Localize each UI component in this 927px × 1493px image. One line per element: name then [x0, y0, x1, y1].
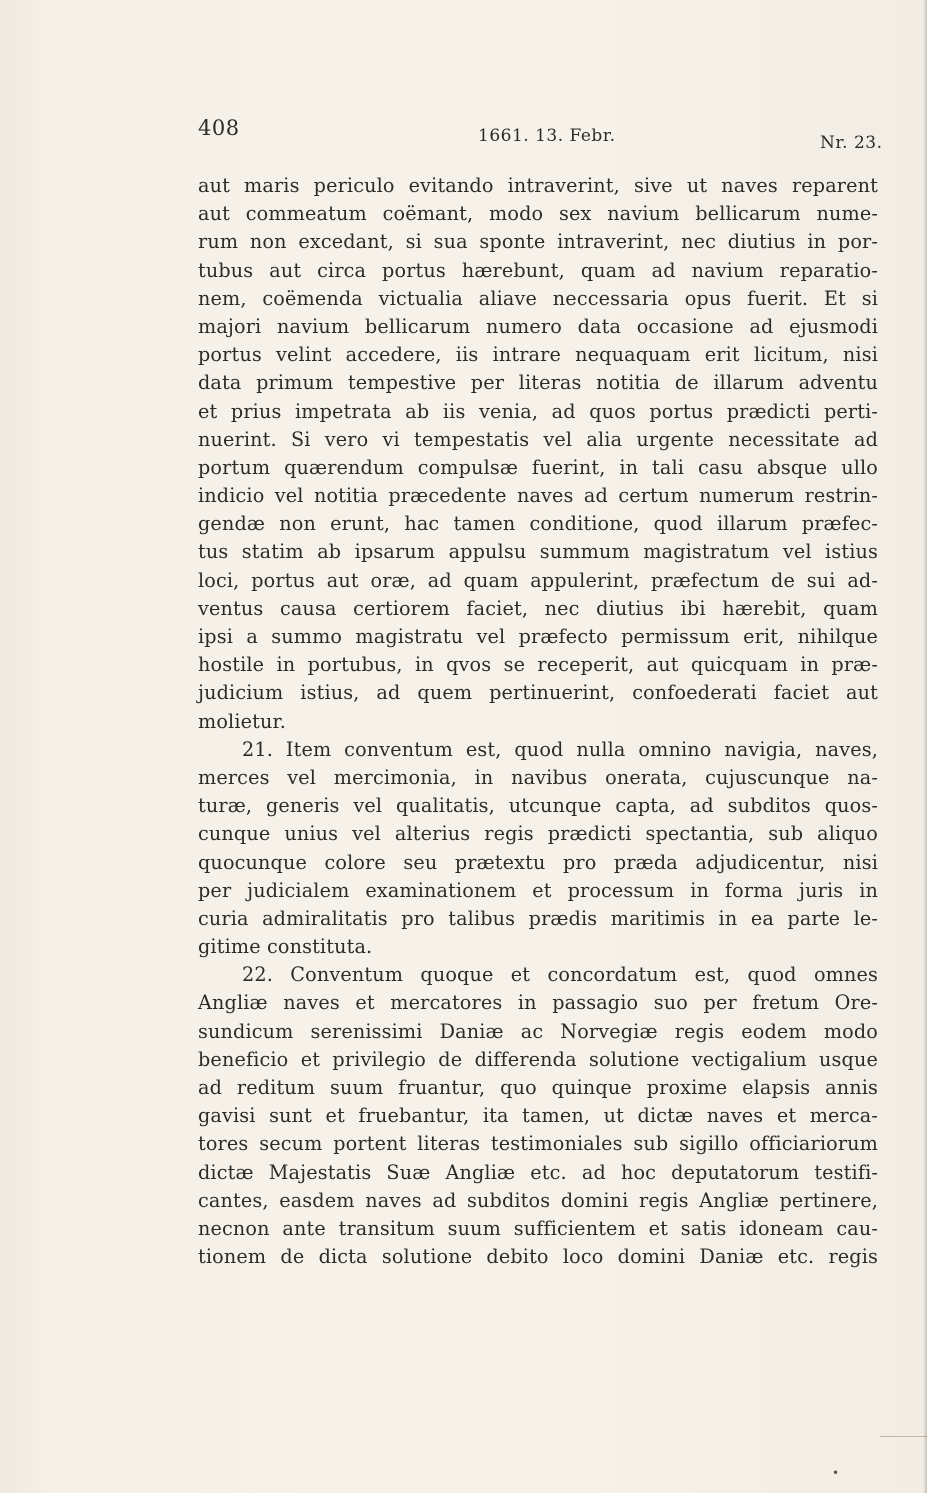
paragraph-end-line: gitime constituta.: [198, 935, 373, 959]
page-edge-shadow: [923, 0, 927, 1493]
text-line: per judicialem examinationem et processum in forma juris in: [198, 878, 878, 902]
text-line: hostile in portubus, in qvos se receperit, aut quicquam in præ-: [198, 653, 878, 677]
running-title: 1661. 13. Febr.: [478, 126, 616, 146]
text-line: ventus causa certiorem faciet, nec diutius ibi hærebit, quam: [198, 596, 878, 620]
paragraph-21-start: 21. Item conventum est, quod nulla omnino navigia, naves,: [242, 737, 878, 761]
text-line: nem, coëmenda victualia aliave neccessaria opus fuerit. Et si: [198, 286, 878, 310]
text-line: rum non excedant, si sua sponte intraverint, nec diutius in por-: [198, 230, 878, 254]
text-line: tus statim ab ipsarum appulsu summum magistratum vel istius: [198, 540, 878, 564]
text-line: beneficio et privilegio de differenda solutione vectigalium usque: [198, 1047, 878, 1071]
text-line: aut commeatum coëmant, modo sex navium bellicarum nume-: [198, 202, 878, 226]
text-line: nuerint. Si vero vi tempestatis vel alia urgente necessitate ad: [198, 427, 878, 451]
text-line: sundicum serenissimi Daniæ ac Norvegiæ regis eodem modo: [198, 1019, 878, 1043]
text-line: turæ, generis vel qualitatis, utcunque capta, ad subditos quos-: [198, 794, 878, 818]
text-line: Angliæ naves et mercatores in passagio suo per fretum Ore-: [198, 991, 878, 1015]
text-line: cunque unius vel alterius regis prædicti spectantia, sub aliquo: [198, 822, 878, 846]
text-line: judicium istius, ad quem pertinuerint, confoederati faciet aut: [198, 681, 878, 705]
text-line: indicio vel notitia præcedente naves ad certum numerum restrin-: [198, 484, 878, 508]
text-line: gendæ non erunt, hac tamen conditione, quod illarum præfec-: [198, 512, 878, 536]
text-line: tionem de dicta solutione debito loco domini Daniæ etc. regis: [198, 1245, 878, 1269]
text-line: loci, portus aut oræ, ad quam appulerint, præfectum de sui ad-: [198, 568, 878, 592]
text-line: ad reditum suum fruantur, quo quinque proxime elapsis annis: [198, 1076, 878, 1099]
document-number: Nr. 23.: [820, 133, 883, 153]
text-line: merces vel mercimonia, in navibus onerata, cujuscunque na-: [198, 765, 878, 789]
text-line: ipsi a summo magistratu vel præfecto permissum erit, nihilque: [198, 625, 878, 648]
page-header: [0, 0, 927, 160]
text-line: aut maris periculo evitando intraverint, sive ut naves reparent: [198, 174, 878, 197]
text-line: tubus aut circa portus hærebunt, quam ad navium reparatio-: [198, 258, 878, 282]
text-line: gavisi sunt et fruebantur, ita tamen, ut dictæ naves et merca-: [198, 1104, 878, 1128]
text-line: majori navium bellicarum numero data occasione ad ejusmodi: [198, 314, 878, 338]
paragraph-22-start: 22. Conventum quoque et concordatum est, quod omnes: [242, 963, 878, 987]
text-line: cantes, easdem naves ad subditos domini regis Angliæ pertinere,: [198, 1188, 878, 1212]
text-line: data primum tempestive per literas notitia de illarum adventu: [198, 371, 878, 395]
margin-rule: [880, 1436, 927, 1437]
body-text: [198, 172, 878, 1271]
text-line: portus velint accedere, iis intrare nequaquam erit licitum, nisi: [198, 343, 878, 367]
text-line: dictæ Majestatis Suæ Angliæ etc. ad hoc deputatorum testifi-: [198, 1160, 878, 1184]
text-line: curia admiralitatis pro talibus prædis maritimis in ea parte le-: [198, 906, 878, 930]
paragraph-end-line: molietur.: [198, 709, 286, 733]
text-line: tores secum portent literas testimoniales sub sigillo officiariorum: [198, 1132, 878, 1156]
text-line: necnon ante transitum suum sufficientem et satis idoneam cau-: [198, 1216, 878, 1240]
corner-mark: •: [832, 1466, 840, 1480]
text-line: et prius impetrata ab iis venia, ad quos portus prædicti perti-: [198, 399, 878, 423]
text-line: quocunque colore seu prætextu pro præda adjudicentur, nisi: [198, 850, 878, 874]
page-number: 408: [198, 116, 240, 140]
text-line: portum quærendum compulsæ fuerint, in tali casu absque ullo: [198, 455, 878, 479]
